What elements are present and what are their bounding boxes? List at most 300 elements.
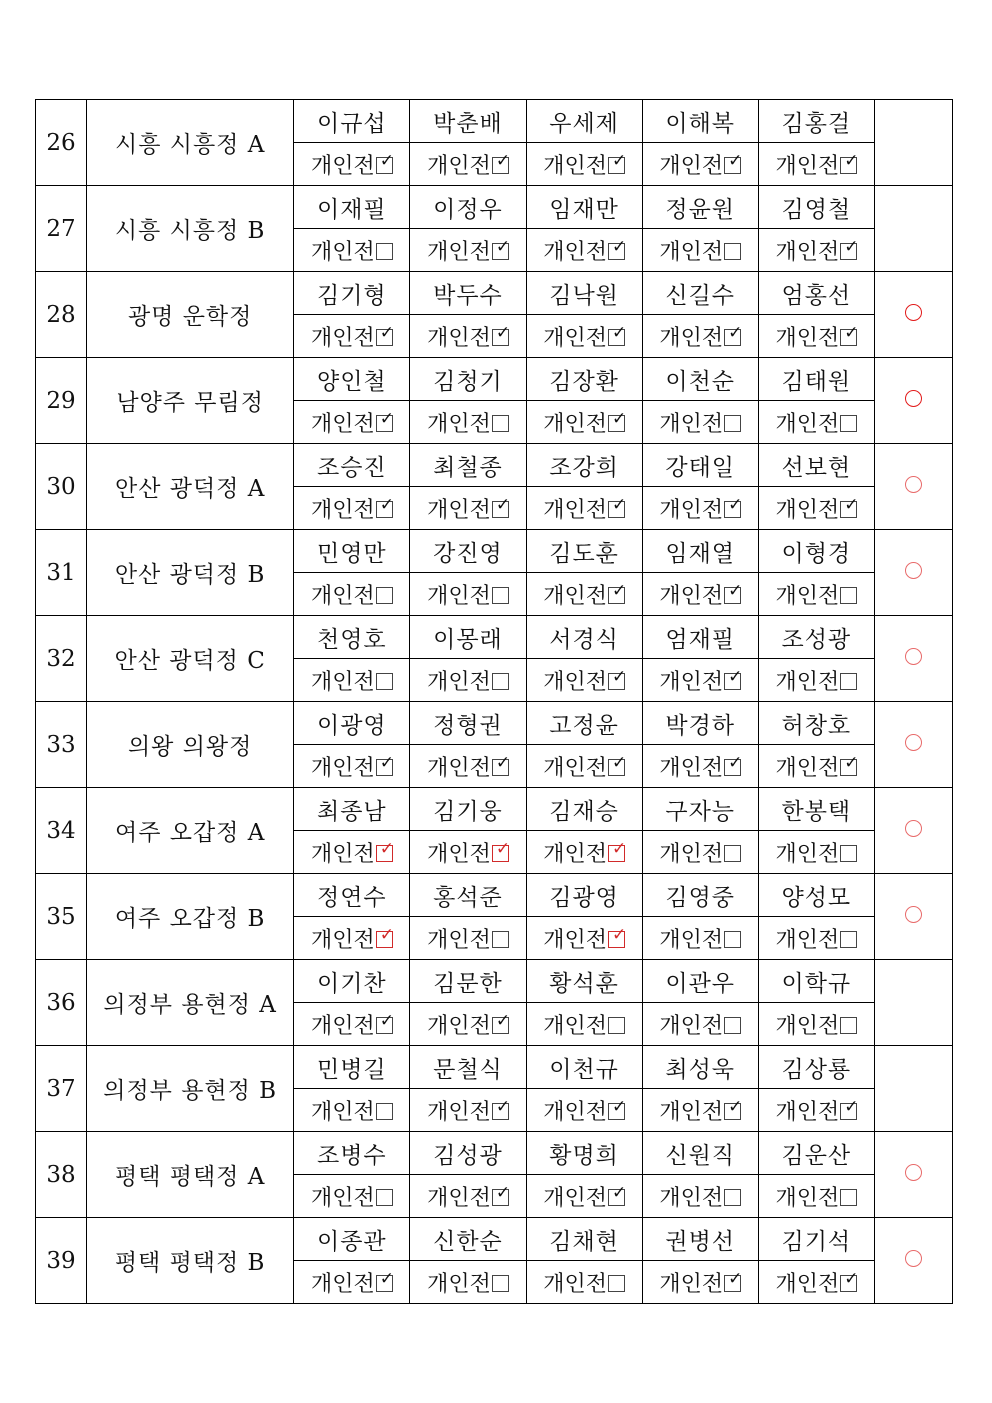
confirm-mark-cell xyxy=(874,616,952,702)
player-name: 문철식 xyxy=(410,1046,526,1089)
individual-entry-label: 개인전 xyxy=(427,841,491,867)
confirm-mark-cell xyxy=(874,1218,952,1304)
individual-entry-label: 개인전 xyxy=(775,239,840,265)
team-row xyxy=(36,1218,953,1261)
player-name: 김운산 xyxy=(758,1132,874,1175)
individual-entry-cell xyxy=(642,315,758,358)
individual-entry-cell xyxy=(410,831,526,874)
team-row xyxy=(36,1132,953,1175)
individual-entry-cell xyxy=(642,659,758,702)
individual-entry-cell xyxy=(526,143,642,186)
entry-checkbox[interactable] xyxy=(840,1017,857,1034)
entry-checkbox[interactable] xyxy=(376,322,394,346)
player-name: 조강희 xyxy=(526,444,642,487)
check-icon: ✓ xyxy=(611,752,627,773)
individual-entry-cell xyxy=(642,1003,758,1046)
entry-checkbox[interactable] xyxy=(608,924,627,948)
check-icon: ✓ xyxy=(844,752,859,773)
individual-entry-label: 개인전 xyxy=(775,1013,840,1039)
individual-entry-cell xyxy=(526,1003,642,1046)
individual-entry-label: 개인전 xyxy=(427,1099,491,1125)
entry-checkbox[interactable] xyxy=(724,1268,743,1292)
player-name: 조성광 xyxy=(758,616,874,659)
individual-entry-label: 개인전 xyxy=(543,583,607,609)
player-name: 양인철 xyxy=(294,358,410,401)
entry-checkbox[interactable] xyxy=(376,838,394,862)
player-name: 이광영 xyxy=(294,702,410,745)
player-name: 최종남 xyxy=(294,788,410,831)
individual-entry-cell xyxy=(410,1003,526,1046)
player-name: 황석훈 xyxy=(526,960,642,1003)
player-name: 김채현 xyxy=(526,1218,642,1261)
individual-entry-label: 개인전 xyxy=(659,1271,724,1297)
entry-checkbox[interactable] xyxy=(608,666,627,690)
player-name: 김광영 xyxy=(526,874,642,917)
team-number: 37 xyxy=(36,1046,87,1132)
entry-checkbox[interactable] xyxy=(724,1017,741,1034)
entry-checkbox[interactable] xyxy=(492,150,511,174)
player-name: 김홍걸 xyxy=(758,100,874,143)
player-name: 임재열 xyxy=(642,530,758,573)
entry-checkbox[interactable] xyxy=(608,1017,625,1034)
check-icon: ✓ xyxy=(379,1268,394,1289)
entry-checkbox[interactable] xyxy=(724,243,741,260)
individual-entry-cell xyxy=(642,745,758,788)
individual-entry-cell xyxy=(294,401,410,444)
team-row xyxy=(36,788,953,831)
circle-mark-icon xyxy=(905,562,922,579)
individual-entry-label: 개인전 xyxy=(543,497,607,523)
check-icon: ✓ xyxy=(844,1268,859,1289)
individual-entry-label: 개인전 xyxy=(775,1271,840,1297)
individual-entry-cell xyxy=(758,745,874,788)
check-icon: ✓ xyxy=(379,924,394,945)
individual-entry-label: 개인전 xyxy=(659,841,724,867)
team-row xyxy=(36,960,953,1003)
player-name: 선보현 xyxy=(758,444,874,487)
entry-checkbox[interactable] xyxy=(376,752,394,776)
check-icon: ✓ xyxy=(495,322,511,343)
check-icon: ✓ xyxy=(611,666,627,687)
team-number: 32 xyxy=(36,616,87,702)
individual-entry-label: 개인전 xyxy=(310,497,375,523)
player-name: 김장환 xyxy=(526,358,642,401)
entry-checkbox[interactable] xyxy=(840,322,859,346)
team-name: 평택 평택정 A xyxy=(87,1132,294,1218)
individual-entry-label: 개인전 xyxy=(427,583,491,609)
player-name: 김낙원 xyxy=(526,272,642,315)
individual-entry-label: 개인전 xyxy=(543,411,607,437)
team-name: 안산 광덕정 C xyxy=(87,616,294,702)
individual-entry-cell xyxy=(294,487,410,530)
player-name: 박경하 xyxy=(642,702,758,745)
entry-checkbox[interactable] xyxy=(724,752,743,776)
check-icon: ✓ xyxy=(495,236,511,257)
team-row xyxy=(36,530,953,573)
individual-entry-label: 개인전 xyxy=(427,1271,491,1297)
check-icon: ✓ xyxy=(728,1096,743,1117)
individual-entry-cell xyxy=(410,229,526,272)
team-row xyxy=(36,616,953,659)
player-name: 이관우 xyxy=(642,960,758,1003)
entry-checkbox[interactable] xyxy=(840,1268,859,1292)
player-name: 강진영 xyxy=(410,530,526,573)
check-icon: ✓ xyxy=(611,924,627,945)
entry-checkbox[interactable] xyxy=(608,580,627,604)
individual-entry-cell xyxy=(642,1175,758,1218)
individual-entry-cell xyxy=(758,659,874,702)
entry-checkbox[interactable] xyxy=(840,494,859,518)
individual-entry-label: 개인전 xyxy=(775,669,840,695)
individual-entry-label: 개인전 xyxy=(659,927,724,953)
player-name: 김영철 xyxy=(758,186,874,229)
individual-entry-label: 개인전 xyxy=(427,1185,491,1211)
player-name: 최성욱 xyxy=(642,1046,758,1089)
individual-entry-label: 개인전 xyxy=(427,669,491,695)
team-number: 35 xyxy=(36,874,87,960)
individual-entry-cell xyxy=(526,229,642,272)
team-row xyxy=(36,874,953,917)
check-icon: ✓ xyxy=(844,1096,859,1117)
team-number: 34 xyxy=(36,788,87,874)
player-name: 우세제 xyxy=(526,100,642,143)
entry-checkbox[interactable] xyxy=(608,1096,627,1120)
entry-checkbox[interactable] xyxy=(376,673,393,690)
individual-entry-label: 개인전 xyxy=(659,325,724,351)
individual-entry-label: 개인전 xyxy=(775,755,840,781)
individual-entry-cell xyxy=(294,745,410,788)
circle-mark-icon xyxy=(905,390,922,407)
individual-entry-label: 개인전 xyxy=(659,411,724,437)
individual-entry-label: 개인전 xyxy=(543,325,607,351)
entry-checkbox[interactable] xyxy=(492,838,511,862)
check-icon: ✓ xyxy=(495,150,511,171)
check-icon: ✓ xyxy=(379,494,394,515)
entry-checkbox[interactable] xyxy=(492,587,509,604)
confirm-mark-cell xyxy=(874,1046,952,1132)
player-name: 정형권 xyxy=(410,702,526,745)
entry-checkbox[interactable] xyxy=(724,150,743,174)
entry-checkbox[interactable] xyxy=(376,1103,393,1120)
team-row xyxy=(36,444,953,487)
confirm-mark-cell xyxy=(874,1132,952,1218)
player-name: 민영만 xyxy=(294,530,410,573)
individual-entry-cell xyxy=(526,917,642,960)
entry-checkbox[interactable] xyxy=(492,1275,509,1292)
check-icon: ✓ xyxy=(844,150,859,171)
individual-entry-label: 개인전 xyxy=(310,927,375,953)
individual-entry-label: 개인전 xyxy=(659,153,724,179)
player-name: 임재만 xyxy=(526,186,642,229)
player-name: 김성광 xyxy=(410,1132,526,1175)
individual-entry-cell xyxy=(642,487,758,530)
individual-entry-cell xyxy=(294,1089,410,1132)
entry-checkbox[interactable] xyxy=(376,1010,394,1034)
individual-entry-cell xyxy=(758,487,874,530)
individual-entry-label: 개인전 xyxy=(310,755,375,781)
entry-checkbox[interactable] xyxy=(376,924,394,948)
individual-entry-label: 개인전 xyxy=(775,1185,840,1211)
individual-entry-label: 개인전 xyxy=(659,1185,724,1211)
entry-checkbox[interactable] xyxy=(724,415,741,432)
individual-entry-cell xyxy=(294,831,410,874)
check-icon: ✓ xyxy=(495,838,511,859)
individual-entry-label: 개인전 xyxy=(775,153,840,179)
player-name: 김도훈 xyxy=(526,530,642,573)
entry-checkbox[interactable] xyxy=(376,243,393,260)
entry-checkbox[interactable] xyxy=(724,322,743,346)
entry-checkbox[interactable] xyxy=(608,150,627,174)
individual-entry-cell xyxy=(526,1089,642,1132)
individual-entry-cell xyxy=(758,143,874,186)
entry-checkbox[interactable] xyxy=(492,322,511,346)
individual-entry-cell xyxy=(410,315,526,358)
check-icon: ✓ xyxy=(495,752,511,773)
team-name: 의왕 의왕정 xyxy=(87,702,294,788)
circle-mark-icon xyxy=(905,906,922,923)
confirm-mark-cell xyxy=(874,874,952,960)
entry-checkbox[interactable] xyxy=(492,415,509,432)
individual-entry-label: 개인전 xyxy=(659,1099,724,1125)
team-row xyxy=(36,702,953,745)
player-name: 박두수 xyxy=(410,272,526,315)
individual-entry-cell xyxy=(294,143,410,186)
player-name: 박춘배 xyxy=(410,100,526,143)
individual-entry-cell xyxy=(642,401,758,444)
entry-checkbox[interactable] xyxy=(376,150,394,174)
team-number: 36 xyxy=(36,960,87,1046)
entry-checkbox[interactable] xyxy=(724,580,743,604)
confirm-mark-cell xyxy=(874,788,952,874)
entry-checkbox[interactable] xyxy=(840,1096,859,1120)
team-row xyxy=(36,358,953,401)
player-name: 김청기 xyxy=(410,358,526,401)
individual-entry-label: 개인전 xyxy=(310,583,375,609)
entry-checkbox[interactable] xyxy=(724,931,741,948)
individual-entry-label: 개인전 xyxy=(775,497,840,523)
entry-checkbox[interactable] xyxy=(608,1275,625,1292)
individual-entry-cell xyxy=(294,1175,410,1218)
confirm-mark-cell xyxy=(874,272,952,358)
check-icon: ✓ xyxy=(844,236,859,257)
entry-checkbox[interactable] xyxy=(724,666,743,690)
entry-checkbox[interactable] xyxy=(840,845,857,862)
circle-mark-icon xyxy=(905,476,922,493)
individual-entry-cell xyxy=(642,1089,758,1132)
team-row xyxy=(36,272,953,315)
check-icon: ✓ xyxy=(379,408,394,429)
individual-entry-cell xyxy=(294,917,410,960)
circle-mark-icon xyxy=(905,734,922,751)
check-icon: ✓ xyxy=(379,150,394,171)
team-row xyxy=(36,100,953,143)
individual-entry-cell xyxy=(758,1003,874,1046)
individual-entry-cell xyxy=(642,229,758,272)
team-roster-table xyxy=(35,99,953,1304)
circle-mark-icon xyxy=(905,648,922,665)
individual-entry-cell xyxy=(526,315,642,358)
confirm-mark-cell xyxy=(874,358,952,444)
individual-entry-cell xyxy=(642,143,758,186)
individual-entry-label: 개인전 xyxy=(427,325,491,351)
player-name: 김영중 xyxy=(642,874,758,917)
player-name: 이해복 xyxy=(642,100,758,143)
entry-checkbox[interactable] xyxy=(492,494,511,518)
player-name: 홍석준 xyxy=(410,874,526,917)
check-icon: ✓ xyxy=(728,666,743,687)
entry-checkbox[interactable] xyxy=(492,752,511,776)
circle-mark-icon xyxy=(905,820,922,837)
individual-entry-cell xyxy=(526,487,642,530)
entry-checkbox[interactable] xyxy=(376,587,393,604)
entry-checkbox[interactable] xyxy=(492,673,509,690)
individual-entry-cell xyxy=(758,1261,874,1304)
player-name: 김문한 xyxy=(410,960,526,1003)
individual-entry-cell xyxy=(642,831,758,874)
team-number: 27 xyxy=(36,186,87,272)
entry-checkbox[interactable] xyxy=(840,415,857,432)
entry-checkbox[interactable] xyxy=(840,587,857,604)
player-name: 이형경 xyxy=(758,530,874,573)
entry-checkbox[interactable] xyxy=(492,1096,511,1120)
individual-entry-label: 개인전 xyxy=(543,239,607,265)
individual-entry-label: 개인전 xyxy=(543,755,607,781)
individual-entry-cell xyxy=(758,831,874,874)
player-name: 이학규 xyxy=(758,960,874,1003)
player-name: 정연수 xyxy=(294,874,410,917)
confirm-mark-cell xyxy=(874,100,952,186)
individual-entry-label: 개인전 xyxy=(775,1099,840,1125)
entry-checkbox[interactable] xyxy=(608,236,627,260)
individual-entry-label: 개인전 xyxy=(775,583,840,609)
team-number: 26 xyxy=(36,100,87,186)
entry-checkbox[interactable] xyxy=(608,838,627,862)
individual-entry-label: 개인전 xyxy=(659,239,724,265)
player-name: 이규섭 xyxy=(294,100,410,143)
individual-entry-label: 개인전 xyxy=(659,669,724,695)
entry-checkbox[interactable] xyxy=(840,673,857,690)
player-name: 황명희 xyxy=(526,1132,642,1175)
individual-entry-cell xyxy=(642,1261,758,1304)
player-name: 이정우 xyxy=(410,186,526,229)
individual-entry-cell xyxy=(526,745,642,788)
entry-checkbox[interactable] xyxy=(492,931,509,948)
individual-entry-label: 개인전 xyxy=(543,1271,607,1297)
entry-checkbox[interactable] xyxy=(492,1182,511,1206)
individual-entry-label: 개인전 xyxy=(310,1271,375,1297)
entry-checkbox[interactable] xyxy=(608,408,627,432)
individual-entry-label: 개인전 xyxy=(543,841,607,867)
check-icon: ✓ xyxy=(611,838,627,859)
player-name: 양성모 xyxy=(758,874,874,917)
individual-entry-cell xyxy=(526,659,642,702)
individual-entry-label: 개인전 xyxy=(659,497,724,523)
entry-checkbox[interactable] xyxy=(724,1096,743,1120)
confirm-mark-cell xyxy=(874,444,952,530)
check-icon: ✓ xyxy=(611,322,627,343)
team-name: 시흥 시흥정 B xyxy=(87,186,294,272)
check-icon: ✓ xyxy=(611,1182,627,1203)
entry-checkbox[interactable] xyxy=(376,1189,393,1206)
entry-checkbox[interactable] xyxy=(840,236,859,260)
player-name: 김기형 xyxy=(294,272,410,315)
team-name: 광명 운학정 xyxy=(87,272,294,358)
individual-entry-label: 개인전 xyxy=(310,1099,375,1125)
individual-entry-cell xyxy=(410,659,526,702)
entry-checkbox[interactable] xyxy=(608,1182,627,1206)
circle-mark-icon xyxy=(905,1164,922,1181)
entry-checkbox[interactable] xyxy=(840,752,859,776)
entry-checkbox[interactable] xyxy=(840,150,859,174)
individual-entry-cell xyxy=(410,745,526,788)
entry-checkbox[interactable] xyxy=(608,322,627,346)
player-name: 김기웅 xyxy=(410,788,526,831)
individual-entry-cell xyxy=(294,1261,410,1304)
check-icon: ✓ xyxy=(728,752,743,773)
entry-checkbox[interactable] xyxy=(724,494,743,518)
individual-entry-label: 개인전 xyxy=(427,1013,491,1039)
player-name: 신길수 xyxy=(642,272,758,315)
check-icon: ✓ xyxy=(379,838,394,859)
team-name: 안산 광덕정 B xyxy=(87,530,294,616)
check-icon: ✓ xyxy=(379,1010,394,1031)
individual-entry-label: 개인전 xyxy=(427,497,491,523)
player-name: 조승진 xyxy=(294,444,410,487)
entry-checkbox[interactable] xyxy=(724,845,741,862)
individual-entry-cell xyxy=(410,1261,526,1304)
team-name: 남양주 무림정 xyxy=(87,358,294,444)
individual-entry-cell xyxy=(758,401,874,444)
confirm-mark-cell xyxy=(874,960,952,1046)
entry-checkbox[interactable] xyxy=(492,236,511,260)
individual-entry-label: 개인전 xyxy=(543,153,607,179)
player-name: 고정윤 xyxy=(526,702,642,745)
player-name: 강태일 xyxy=(642,444,758,487)
entry-checkbox[interactable] xyxy=(492,1010,511,1034)
individual-entry-cell xyxy=(758,229,874,272)
player-name: 이종관 xyxy=(294,1218,410,1261)
individual-entry-cell xyxy=(410,143,526,186)
player-name: 구자능 xyxy=(642,788,758,831)
entry-checkbox[interactable] xyxy=(376,408,394,432)
individual-entry-cell xyxy=(642,573,758,616)
entry-checkbox[interactable] xyxy=(724,1189,741,1206)
player-name: 엄홍선 xyxy=(758,272,874,315)
player-name: 이기찬 xyxy=(294,960,410,1003)
entry-checkbox[interactable] xyxy=(376,1268,394,1292)
individual-entry-label: 개인전 xyxy=(427,239,491,265)
entry-checkbox[interactable] xyxy=(840,931,857,948)
entry-checkbox[interactable] xyxy=(608,494,627,518)
player-name: 서경식 xyxy=(526,616,642,659)
entry-checkbox[interactable] xyxy=(840,1189,857,1206)
individual-entry-label: 개인전 xyxy=(775,841,840,867)
entry-checkbox[interactable] xyxy=(608,752,627,776)
individual-entry-label: 개인전 xyxy=(775,411,840,437)
team-number: 31 xyxy=(36,530,87,616)
individual-entry-cell xyxy=(758,1175,874,1218)
player-name: 이몽래 xyxy=(410,616,526,659)
check-icon: ✓ xyxy=(611,150,627,171)
individual-entry-label: 개인전 xyxy=(543,1013,607,1039)
individual-entry-cell xyxy=(758,573,874,616)
confirm-mark-cell xyxy=(874,186,952,272)
check-icon: ✓ xyxy=(379,752,394,773)
player-name: 신원직 xyxy=(642,1132,758,1175)
entry-checkbox[interactable] xyxy=(376,494,394,518)
check-icon: ✓ xyxy=(495,1096,511,1117)
individual-entry-cell xyxy=(642,917,758,960)
